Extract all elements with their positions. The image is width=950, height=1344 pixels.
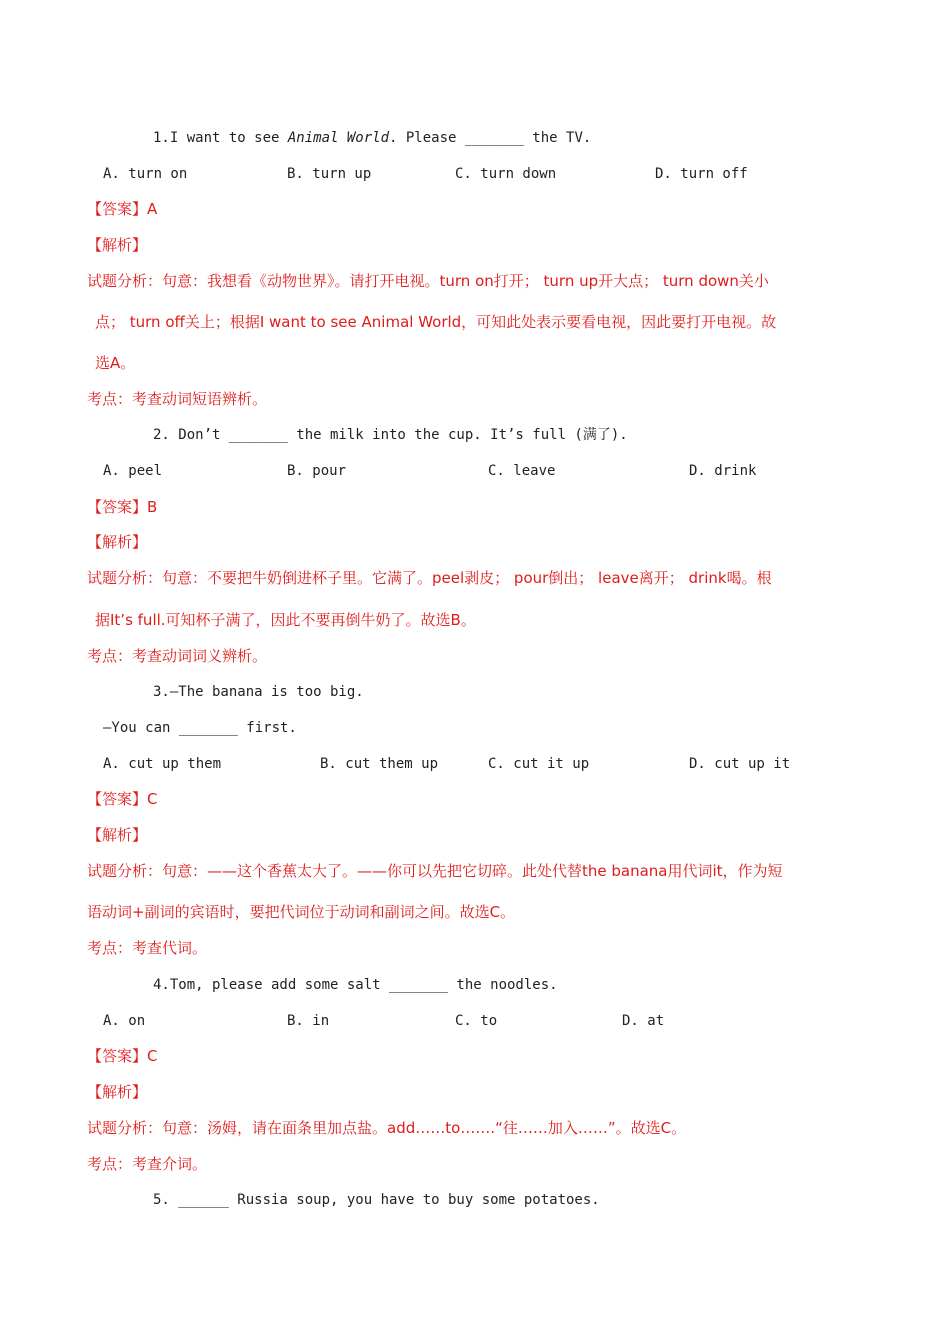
stem-text: 1.I want to see: [153, 130, 288, 146]
answer: 【答案】C: [87, 790, 158, 808]
answer: 【答案】A: [87, 200, 158, 218]
analysis-label: 【解析】: [87, 533, 148, 551]
analysis-line: 据It’s full.可知杯子满了，因此不要再倒牛奶了。故选B。: [95, 611, 476, 629]
option-a: A. turn on: [103, 166, 188, 182]
option-b: B. in: [287, 1013, 330, 1029]
option-b: B. cut them up: [320, 756, 439, 772]
stem-text: . Please _______ the TV.: [389, 130, 592, 146]
option-c: C. leave: [488, 463, 556, 479]
option-d: D. at: [622, 1013, 665, 1029]
option-a: A. on: [103, 1013, 146, 1029]
analysis-line: 试题分析：句意：汤姆，请在面条里加点盐。add……to…….“往……加入……”。故选C。: [87, 1119, 687, 1137]
question-2-stem: 2. Don’t _______ the milk into the cup. It’s full (满了).: [153, 427, 628, 443]
option-d: D. drink: [689, 463, 757, 479]
analysis-line: 点； turn off关上；根据I want to see Animal World，可知此处表示要看电视，因此要打开电视。故: [95, 313, 777, 331]
question-4-stem: 4.Tom, please add some salt _______ the noodles.: [153, 977, 558, 993]
option-b: B. turn up: [287, 166, 372, 182]
knowledge-point: 考点：考查介词。: [87, 1155, 208, 1173]
analysis-line: 语动词+副词的宾语时，要把代词位于动词和副词之间。故选C。: [87, 903, 516, 921]
question-5-stem: 5. ______ Russia soup, you have to buy some potatoes.: [153, 1192, 600, 1208]
option-d: D. turn off: [655, 166, 748, 182]
option-d: D. cut up it: [689, 756, 791, 772]
stem-italic-title: Animal World: [287, 130, 390, 146]
option-a: A. cut up them: [103, 756, 222, 772]
analysis-line: 试题分析：句意：不要把牛奶倒进杯子里。它满了。peel剥皮； pour倒出； leave离开； drink喝。根: [87, 569, 772, 587]
analysis-line: 试题分析：句意：——这个香蕉太大了。——你可以先把它切碎。此处代替the banana用代词it，作为短: [87, 862, 783, 880]
option-c: C. turn down: [455, 166, 557, 182]
analysis-label: 【解析】: [87, 236, 148, 254]
knowledge-point: 考点：考查动词短语辨析。: [87, 390, 268, 408]
option-b: B. pour: [287, 463, 347, 479]
option-c: C. cut it up: [488, 756, 590, 772]
analysis-line: 选A。: [95, 354, 136, 372]
option-c: C. to: [455, 1013, 498, 1029]
option-a: A. peel: [103, 463, 163, 479]
question-3-stem-reply: —You can _______ first.: [103, 720, 297, 736]
answer: 【答案】C: [87, 1047, 158, 1065]
analysis-line: 试题分析：句意：我想看《动物世界》。请打开电视。turn on打开； turn up开大点； turn down关小: [87, 272, 769, 290]
knowledge-point: 考点：考查代词。: [87, 939, 208, 957]
answer: 【答案】B: [87, 498, 158, 516]
knowledge-point: 考点：考查动词词义辨析。: [87, 647, 268, 665]
question-3-stem: 3.—The banana is too big.: [153, 684, 364, 700]
analysis-label: 【解析】: [87, 1083, 148, 1101]
question-1-stem: [153, 128, 591, 148]
analysis-label: 【解析】: [87, 826, 148, 844]
